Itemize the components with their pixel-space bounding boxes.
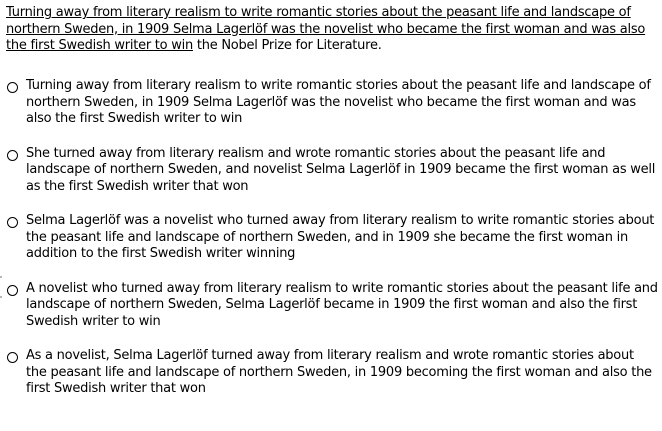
answer-option-e-text: As a novelist, Selma Lagerlöf turned away from literary realism and wrote romantic stories about the peasant life and landscape of northern Sweden, in 1909 becoming the first woman and also the first Swedish writer that won [26,348,652,396]
answer-options-list [6,78,658,416]
answer-option-e[interactable] [6,348,658,398]
answer-option-b[interactable] [6,146,658,196]
question-sentence [6,5,658,55]
radio-button-e[interactable] [7,352,18,363]
radio-button-d[interactable] [7,285,18,296]
left-edge-mark [0,296,2,298]
radio-button-b[interactable] [7,150,18,161]
answer-option-b-text: She turned away from literary realism and wrote romantic stories about the peasant life and landscape of northern Sweden, and novelist Selma Lagerlöf in 1909 became the first woman as well as the first Swedish writer that won [26,145,656,194]
answer-option-d-text: A novelist who turned away from literary realism to write romantic stories about the peasant life and landscape of northern Sweden, Selma Lagerlöf became in 1909 the first woman and also the first Swedish writer to win [26,280,658,329]
answer-option-c-text: Selma Lagerlöf was a novelist who turned away from literary realism to write romantic stories about the peasant life and landscape of northern Sweden, and in 1909 she became the first woman in addition to the first Swedish writer winning [26,213,655,261]
question-trailing-text: the Nobel Prize for Literature. [192,38,382,53]
answer-option-c[interactable] [6,213,658,263]
left-edge-mark [0,276,2,278]
question-underlined-portion: Turning away from literary realism to write romantic stories about the peasant life and landscape of northern Sweden, in 1909 Selma Lagerlöf was the novelist who became the first woman and was also the first Swedish writer to win [6,5,646,53]
radio-button-a[interactable] [7,82,18,93]
answer-option-d[interactable] [6,281,658,331]
answer-option-a[interactable] [6,78,658,128]
answer-option-a-text: Turning away from literary realism to write romantic stories about the peasant life and landscape of northern Sweden, in 1909 Selma Lagerlöf was the novelist who became the first woman and was also the first Swedish writer to win [26,78,651,126]
radio-button-c[interactable] [7,217,18,228]
